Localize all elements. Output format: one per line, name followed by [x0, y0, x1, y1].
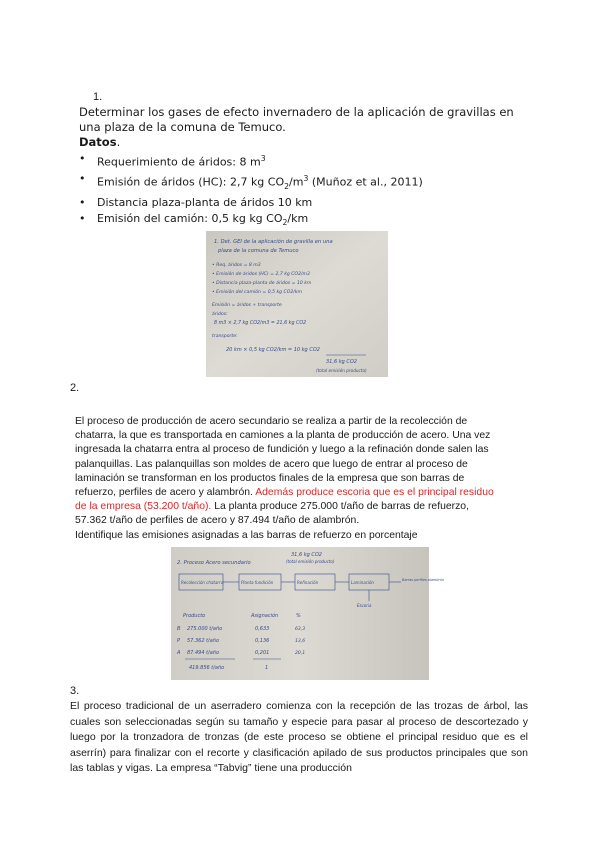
note-text: 1 [265, 665, 269, 671]
problem-1-statement [79, 105, 519, 150]
statement-line: Determinar los gases de efecto invernadero de la aplicación de gravillas en [79, 105, 514, 119]
note-text: A [177, 650, 181, 656]
note-text: Laminación [351, 580, 374, 585]
list-item: • Emisión del camión: 0,5 kg kg $CO_2/km$ [79, 211, 519, 231]
datos-list [79, 151, 519, 231]
note-line: • Req. áridos = 8 m3 [212, 263, 261, 268]
problem-2-number: 2. [70, 382, 80, 394]
handwritten-notes-photo-1 [206, 231, 388, 377]
statement-line: El proceso de producción de acero secundario se realiza a partir de la recolección de [75, 416, 468, 427]
note-text: % [296, 613, 301, 619]
problem-3-number: 3. [70, 685, 80, 697]
statement-line: ingresada la chatarra entra al proceso de fundición y luego a la refinación donde salen las [75, 444, 489, 456]
note-line: transporte: [212, 334, 238, 339]
datos-heading: Datos. [79, 135, 121, 149]
list-item: • Requerimiento de áridos: 8 $m^3$ [79, 151, 519, 171]
note-line: 1. Det. GEI de la aplicación de gravilla en una [214, 239, 333, 245]
note-text: 63,3 [295, 627, 306, 632]
highlighted-text: de la empresa (53.200 t/año). [75, 501, 212, 513]
statement-line: palanquillas. Las palanquillas son moldes de acero que luego de entrar al proceso de [75, 458, 468, 470]
note-line: • Emisión de áridos (HC) = 2,7 kg CO2/m3 [212, 272, 310, 277]
statement-line: Identifique las emisiones asignadas a las barras de refuerzo en porcentaje [75, 529, 418, 541]
note-line: áridos: [212, 312, 228, 317]
note-line: 20 km × 0,5 kg CO2/km = 10 kg CO2 [226, 347, 320, 353]
note-line: 31,6 kg CO2 [326, 359, 357, 365]
notes-photo-1-svg [206, 231, 388, 377]
statement-line: refuerzo, perfiles de acero y alambrón. Además produce escoria que es el principal residuo [75, 487, 494, 499]
note-line: Emisión = áridos + transporte [212, 303, 282, 308]
statement-line: 57.362 t/año de perfiles de acero y 87.494 t/año de alambrón. [75, 515, 360, 527]
note-line: plaza de la comuna de Temuco [218, 248, 299, 254]
note-text: 0,201 [255, 650, 270, 656]
statement-line: laminación se transforman en los productos finales de la empresa que son barras de [75, 472, 465, 484]
note-text: 20,1 [295, 651, 306, 656]
note-text: 87.494 t/año [187, 650, 220, 656]
handwritten-notes-photo-2 [171, 547, 444, 680]
note-line: (total emisión producto) [316, 368, 367, 373]
note-text: Producto [183, 613, 206, 619]
highlighted-text: Además produce escoria que es el principal residuo [255, 487, 494, 499]
notes-photo-2-svg [171, 547, 444, 680]
statement-line: de la empresa (53.200 t/año). La planta produce 275.000 t/año de barras de refuerzo, [75, 501, 469, 513]
note-text: Planta fundición [241, 580, 274, 585]
note-text: Refinación [297, 580, 319, 585]
problem-2-statement [75, 415, 545, 543]
note-text: (total emisión producto) [286, 559, 335, 564]
note-text: 31,6 kg CO2 [291, 552, 322, 558]
note-text: P [177, 638, 181, 644]
list-item: • Distancia plaza-planta de áridos 10 km [79, 195, 519, 211]
note-text: Recolección chatarra [181, 580, 224, 585]
note-text: Escoria [357, 603, 372, 608]
note-text: 419.856 t/año [189, 665, 225, 671]
note-text: 57.362 t/año [187, 638, 220, 644]
list-item: • Emisión de áridos (HC): 2,7 kg $CO_2/m^3$ (Muñoz et al., 2011) [79, 171, 519, 195]
problem-3-statement: El proceso tradicional de un aserradero comienza con la recepción de las trozas de árbol, las cuales son seleccionadas según su tamaño y especie para pasar al proceso de descortezado y luego por la tronzadora de tronzas (de este proceso se obtiene el principal residuo que es el aserrín) para finalizar con el recorte y clasificación apilado de sus productos principales que son las tablas y vigas. La empresa “Tabvig” tiene una producción [70, 700, 528, 775]
problem-1-number: 1. [93, 91, 103, 103]
note-line: • Emisión del camión = 0,5 kg CO2/km [212, 290, 302, 295]
note-text: 13,6 [295, 639, 306, 644]
note-text: 275.000 t/año [187, 626, 223, 632]
note-line: • Distancia plaza-planta de áridos = 10 km [212, 281, 312, 286]
note-text: B [177, 626, 181, 632]
note-line: 8 m3 × 2,7 kg CO2/m3 = 21,6 kg CO2 [214, 321, 307, 326]
statement-line: chatarra, la que es transportada en camiones a la planta de producción de acero. Una vez [75, 430, 491, 442]
statement-line: una plaza de la comuna de Temuco. [79, 120, 286, 134]
note-text: Barras perfiles alambrón [402, 578, 444, 582]
note-text: 2. Proceso Acero secundario [177, 560, 251, 566]
note-text: Asignación [251, 613, 279, 619]
note-text: 0,633 [255, 626, 270, 632]
note-text: 0,136 [255, 638, 270, 644]
